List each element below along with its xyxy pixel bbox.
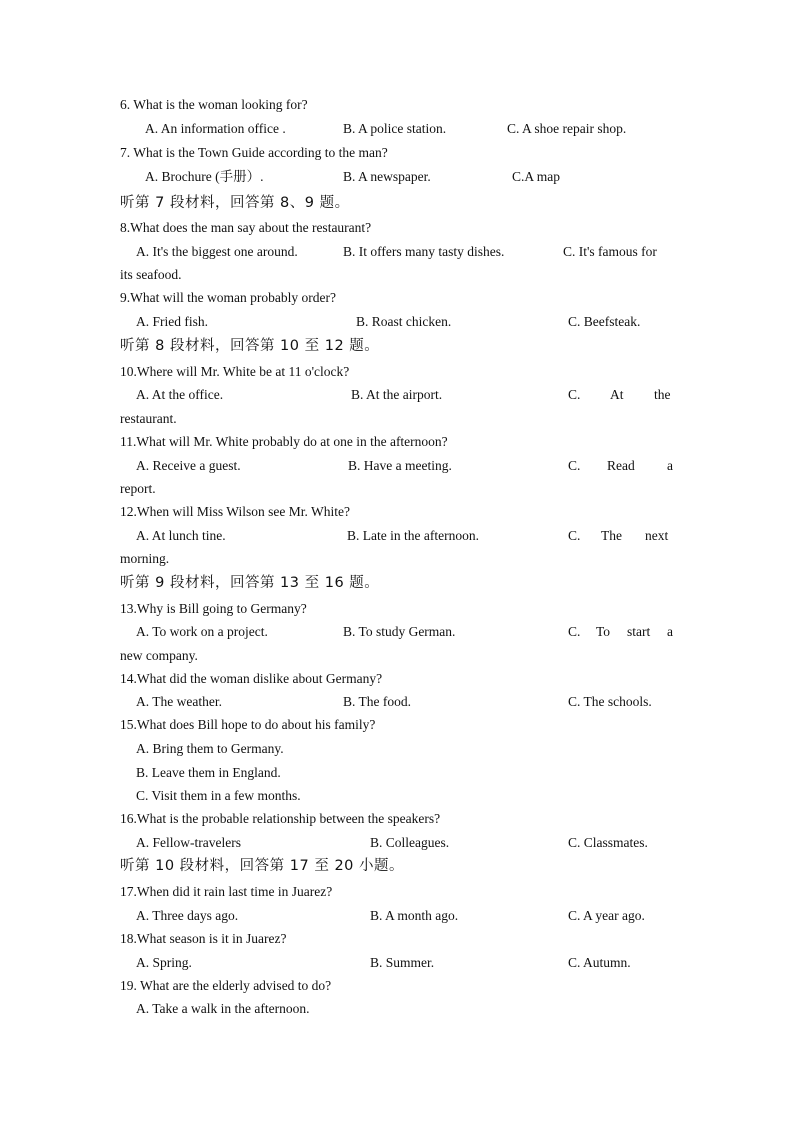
question-stem: 6. What is the woman looking for?: [120, 97, 308, 112]
option-c-continued: its seafood.: [120, 267, 182, 282]
option-c-word: The: [601, 528, 622, 543]
option-a: A. Three days ago.: [136, 908, 239, 923]
option-c: C. Beefsteak.: [568, 314, 641, 329]
option-a: A. At lunch tine.: [136, 528, 226, 543]
question-stem: 19. What are the elderly advised to do?: [120, 978, 332, 993]
option-b: B. Leave them in England.: [136, 765, 281, 780]
option-b: B. Have a meeting.: [348, 458, 452, 473]
option-c-continued: morning.: [120, 551, 170, 566]
section-heading: 听第 8 段材料，回答第 10 至 12 题。: [120, 338, 380, 354]
option-c-word: To: [596, 624, 611, 639]
option-a: A. Receive a guest.: [136, 458, 241, 473]
option-b: B. Summer.: [370, 955, 435, 970]
question-stem: 10.Where will Mr. White be at 11 o'clock?: [120, 364, 350, 379]
option-c-continued: restaurant.: [120, 411, 177, 426]
option-a: A. Brochure (手册）.: [145, 169, 264, 184]
option-b: B. At the airport.: [351, 387, 443, 402]
option-a: A. Fried fish.: [136, 314, 208, 329]
section-heading: 听第 7 段材料，回答第 8、9 题。: [120, 195, 350, 211]
option-c-continued: report.: [120, 481, 156, 496]
option-b: B. To study German.: [343, 624, 456, 639]
option-b: B. The food.: [343, 694, 411, 709]
option-c-word: C.: [568, 624, 581, 639]
option-c-word: C.: [568, 528, 581, 543]
option-c-word: Read: [607, 458, 635, 473]
option-a: A. The weather.: [136, 694, 222, 709]
option-a: A. An information office .: [145, 121, 286, 136]
option-b: B. Colleagues.: [370, 835, 450, 850]
option-c-word: next: [645, 528, 669, 543]
option-b: B. A police station.: [343, 121, 447, 136]
section-heading: 听第 10 段材料，回答第 17 至 20 小题。: [120, 858, 405, 874]
option-c-word: At: [610, 387, 624, 402]
option-c-word: a: [667, 458, 673, 473]
option-c: C. The schools.: [568, 694, 652, 709]
option-c: C. Visit them in a few months.: [136, 788, 301, 803]
option-c: C. It's famous for: [563, 244, 657, 259]
option-a: A. Bring them to Germany.: [136, 741, 284, 756]
question-stem: 12.When will Miss Wilson see Mr. White?: [120, 504, 350, 519]
question-stem: 7. What is the Town Guide according to the man?: [120, 145, 388, 160]
option-c-word: C.: [568, 387, 581, 402]
question-stem: 11.What will Mr. White probably do at one in the afternoon?: [120, 434, 448, 449]
option-b: B. It offers many tasty dishes.: [343, 244, 505, 259]
question-stem: 15.What does Bill hope to do about his family?: [120, 717, 376, 732]
option-c: C. A shoe repair shop.: [507, 121, 627, 136]
option-a: A. To work on a project.: [136, 624, 268, 639]
option-c-word: C.: [568, 458, 581, 473]
question-stem: 13.Why is Bill going to Germany?: [120, 601, 307, 616]
option-c: C. Autumn.: [568, 955, 631, 970]
question-stem: 14.What did the woman dislike about Germany?: [120, 671, 383, 686]
option-c: C.A map: [512, 169, 561, 184]
question-stem: 17.When did it rain last time in Juarez?: [120, 884, 333, 899]
option-b: B. Roast chicken.: [356, 314, 452, 329]
option-a: A. Spring.: [136, 955, 192, 970]
option-a: A. It's the biggest one around.: [136, 244, 298, 259]
option-b: B. Late in the afternoon.: [347, 528, 479, 543]
option-b: B. A newspaper.: [343, 169, 431, 184]
section-heading: 听第 9 段材料，回答第 13 至 16 题。: [120, 575, 380, 591]
option-c-word: a: [667, 624, 673, 639]
option-a: A. Fellow-travelers: [136, 835, 241, 850]
option-c: C. Classmates.: [568, 835, 648, 850]
question-stem: 8.What does the man say about the restaurant?: [120, 220, 372, 235]
option-c: C. A year ago.: [568, 908, 645, 923]
question-stem: 9.What will the woman probably order?: [120, 290, 336, 305]
option-b: B. A month ago.: [370, 908, 459, 923]
question-stem: 16.What is the probable relationship between the speakers?: [120, 811, 441, 826]
option-c-continued: new company.: [120, 648, 198, 663]
option-a: A. At the office.: [136, 387, 224, 402]
option-c-word: start: [627, 624, 651, 639]
question-stem: 18.What season is it in Juarez?: [120, 931, 287, 946]
option-c-word: the: [654, 387, 671, 402]
option-a: A. Take a walk in the afternoon.: [136, 1001, 310, 1016]
